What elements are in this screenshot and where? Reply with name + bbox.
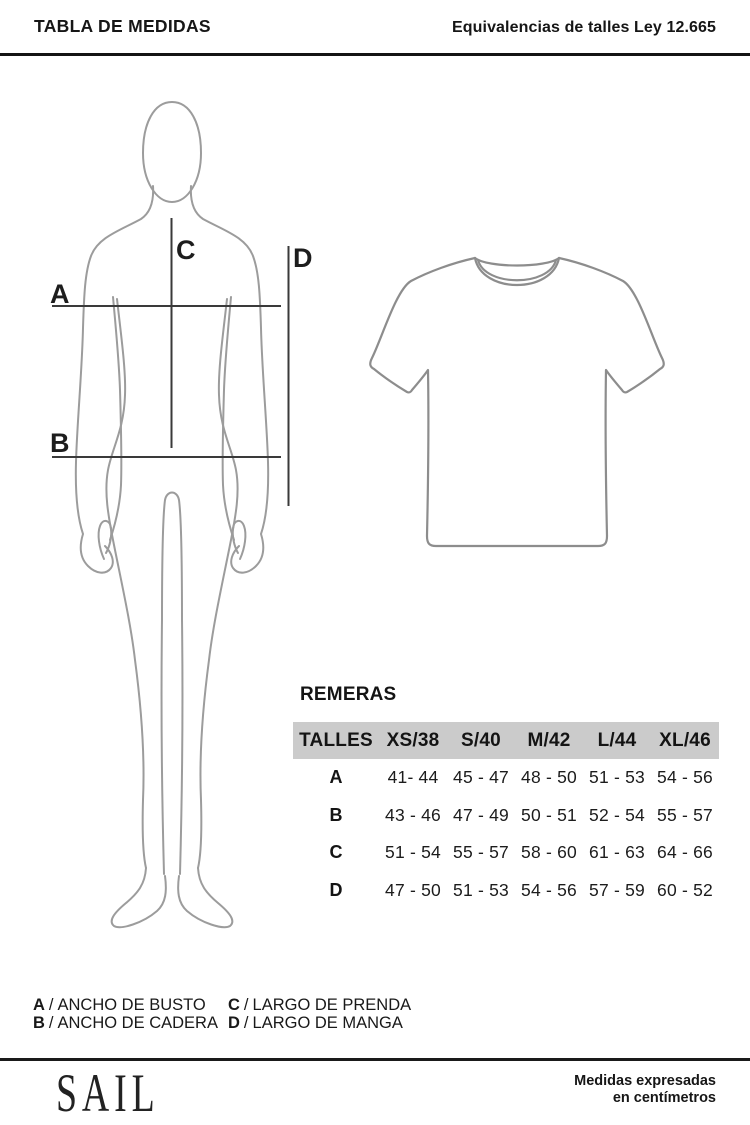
cell-value: 51 - 53 [589, 767, 645, 788]
cell-value: 58 - 60 [521, 842, 577, 863]
brand-logo: SAIL [56, 1063, 160, 1123]
col-header-s40: S/40 [461, 729, 501, 751]
tshirt-outline [370, 258, 663, 546]
legend-letter: C [228, 996, 240, 1014]
legend-letter: B [33, 1014, 45, 1032]
row-label: B [329, 804, 343, 825]
legend-label: ANCHO DE CADERA [57, 1014, 218, 1032]
col-header-xl46: XL/46 [659, 729, 711, 751]
tshirt-collar-back [475, 258, 559, 266]
cell-value: 64 - 66 [657, 842, 713, 863]
header-subtitle: Equivalencias de talles Ley 12.665 [452, 19, 716, 36]
cell-value: 55 - 57 [657, 804, 713, 825]
table-row [293, 872, 719, 910]
row-label: C [329, 842, 343, 863]
cell-value: 54 - 56 [657, 767, 713, 788]
legend-separator: / [48, 996, 54, 1014]
legend-label: LARGO DE MANGA [252, 1014, 403, 1032]
table-row [293, 834, 719, 872]
row-label: D [329, 879, 343, 900]
cell-value: 51 - 53 [453, 879, 509, 900]
cell-value: 61 - 63 [589, 842, 645, 863]
mannequin-head [143, 102, 201, 202]
tshirt-drawing [370, 258, 663, 546]
measure-label-b: B [50, 428, 70, 458]
table-row [293, 797, 719, 835]
cell-value: 47 - 50 [385, 879, 441, 900]
measurement-lines [52, 218, 289, 506]
col-header-talles: TALLES [299, 729, 373, 751]
cell-value: 55 - 57 [453, 842, 509, 863]
mannequin-inner-legs [162, 493, 183, 875]
measure-label-d: D [293, 243, 313, 273]
legend-letter: A [33, 996, 45, 1014]
legend-item-c [228, 997, 411, 1014]
col-header-l44: L/44 [597, 729, 637, 751]
legend-item-a [33, 997, 228, 1014]
units-note-line1: Medidas expresadas [574, 1073, 716, 1089]
table-row [293, 759, 719, 797]
measurement-legend [33, 997, 411, 1032]
legend-label: LARGO DE PRENDA [252, 996, 412, 1014]
units-note-line2: en centímetros [612, 1089, 716, 1106]
cell-value: 50 - 51 [521, 804, 577, 825]
size-table-section [293, 684, 719, 909]
legend-label: ANCHO DE BUSTO [57, 996, 206, 1014]
cell-value: 47 - 49 [453, 804, 509, 825]
measure-label-a: A [50, 279, 70, 309]
cell-value: 51 - 54 [385, 842, 441, 863]
cell-value: 43 - 46 [385, 804, 441, 825]
cell-value: 54 - 56 [521, 879, 577, 900]
units-note [574, 1073, 716, 1106]
cell-value: 57 - 59 [589, 879, 645, 900]
legend-separator: / [243, 996, 249, 1014]
cell-value: 60 - 52 [657, 879, 713, 900]
legend-separator: / [243, 1014, 249, 1032]
col-header-xs38: XS/38 [386, 729, 440, 751]
col-header-m42: M/42 [527, 729, 571, 751]
row-label: A [329, 767, 343, 788]
table-header-row [293, 722, 719, 759]
measure-label-c: C [176, 235, 196, 265]
footer-divider [0, 1058, 750, 1061]
cell-value: 52 - 54 [589, 804, 645, 825]
page-title: TABLA DE MEDIDAS [34, 16, 211, 36]
cell-value: 41- 44 [387, 767, 439, 788]
table-title: REMERAS [300, 684, 397, 705]
cell-value: 45 - 47 [453, 767, 509, 788]
legend-separator: / [48, 1014, 54, 1032]
cell-value: 48 - 50 [521, 767, 577, 788]
size-table [293, 722, 719, 909]
legend-item-d [228, 1015, 411, 1032]
legend-letter: D [228, 1014, 240, 1032]
legend-item-b [33, 1015, 228, 1032]
